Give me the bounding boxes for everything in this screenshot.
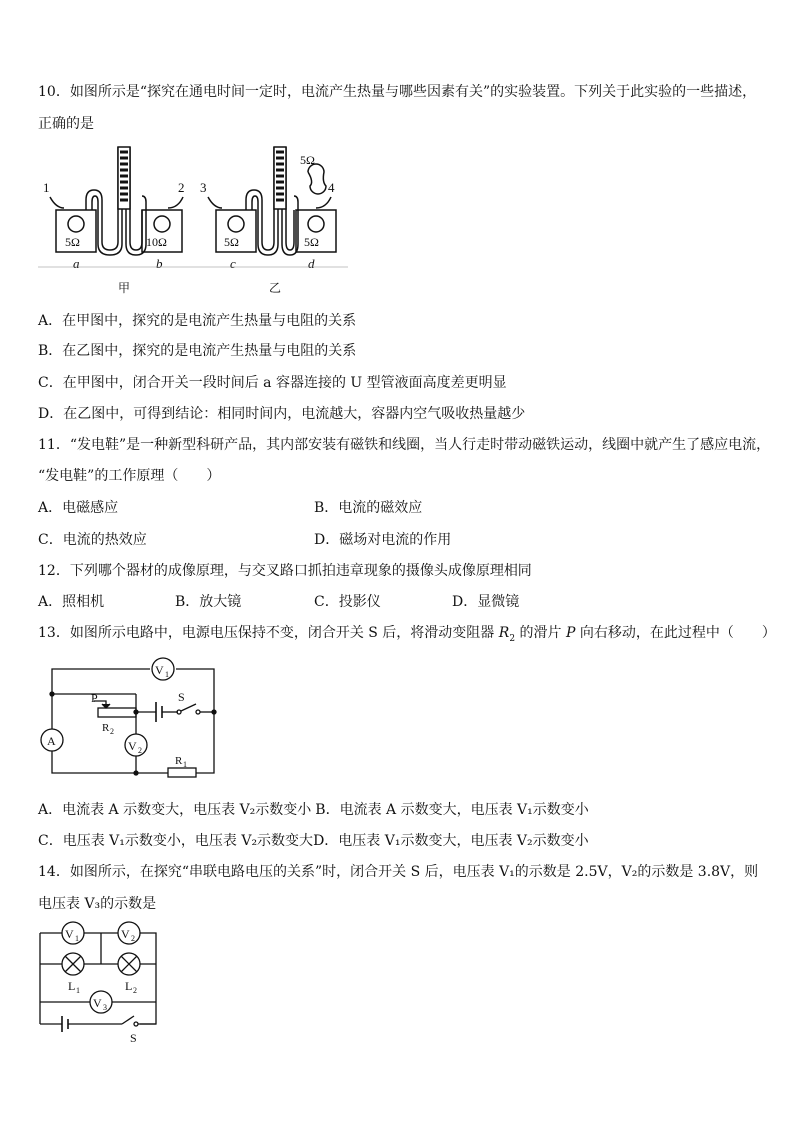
- svg-text:R: R: [175, 755, 183, 767]
- q10-option-d: D．在乙图中，可得到结论：相同时间内，电流越大，容器内空气吸收热量越少: [38, 406, 526, 422]
- svg-text:1: 1: [75, 934, 79, 943]
- container-c-label: c: [230, 256, 236, 271]
- terminal-3-label: 3: [200, 180, 207, 195]
- terminal-4-label: 4: [328, 180, 335, 195]
- q10-option-a: A．在甲图中，探究的是电流产生热量与电阻的关系: [38, 313, 357, 329]
- q12-option-a: A．照相机: [38, 594, 105, 610]
- rheostat-r2: [98, 708, 136, 717]
- svg-text:1: 1: [165, 670, 169, 679]
- svg-text:A: A: [47, 734, 56, 748]
- q13-options-row2: [38, 832, 589, 850]
- svg-text:L: L: [125, 979, 133, 993]
- svg-text:2: 2: [133, 986, 137, 995]
- resistor-d-label: 5Ω: [304, 235, 319, 249]
- caption-yi: 乙: [269, 281, 282, 295]
- container-a-label: a: [73, 256, 80, 271]
- q13-option-c: C．电压表 V₁示数变小，电压表 V₂示数变大: [38, 833, 314, 849]
- svg-text:V: V: [155, 663, 164, 677]
- resistor-r1: [168, 768, 196, 777]
- q11-option-b: B．电流的磁效应: [314, 500, 423, 516]
- svg-text:1: 1: [76, 986, 80, 995]
- slider-p-label: P: [91, 691, 98, 705]
- svg-text:2: 2: [138, 746, 142, 755]
- svg-text:V: V: [93, 996, 102, 1010]
- apparatus-jia: [43, 147, 185, 295]
- q13-stem: 13．如图所示电路中，电源电压保持不变，闭合开关 S 后，将滑动变阻器 $R_2$ 的滑片 P 向右移动，在此过程中（ ）: [38, 625, 776, 644]
- switch-s-label: S: [130, 1031, 137, 1045]
- q14-stem-line2: 电压表 V₃的示数是: [38, 896, 157, 912]
- terminal-1-label: 1: [43, 180, 50, 195]
- q10-option-c: C．在甲图中，闭合开关一段时间后 a 容器连接的 U 型管液面高度差更明显: [38, 375, 507, 391]
- svg-text:1: 1: [183, 760, 187, 769]
- svg-text:V: V: [121, 927, 130, 941]
- q10-option-b: B．在乙图中，探究的是电流产生热量与电阻的关系: [38, 343, 357, 359]
- container-b-label: b: [156, 256, 163, 271]
- q12-option-c: C．投影仪: [314, 594, 381, 610]
- q10-stem-line2: 正确的是: [38, 116, 94, 132]
- q14-circuit-figure: [38, 920, 163, 1045]
- q11-option-c: C．电流的热效应: [38, 532, 147, 548]
- q11-stem-line1: 11．“发电鞋”是一种新型科研产品，其内部安装有磁铁和线圈，当人行走时带动磁铁运动，线圈中就产生了感应电流，: [38, 437, 771, 453]
- container-d-label: d: [308, 256, 315, 271]
- q10-stem-line1: 10．如图所示是“探究在通电时间一定时，电流产生热量与哪些因素有关”的实验装置。下列关于此实验的一些描述，: [38, 84, 757, 100]
- q14-stem-line1: 14．如图所示，在探究“串联电路电压的关系”时，闭合开关 S 后，电压表 V₁的示数是 2.5V，V₂的示数是 3.8V，则: [38, 864, 759, 880]
- q13-option-a: A．电流表 A 示数变大，电压表 V₂示数变小: [38, 802, 312, 818]
- switch-s-label: S: [178, 690, 185, 704]
- svg-text:3: 3: [103, 1003, 107, 1012]
- q11-option-a: A．电磁感应: [38, 500, 119, 516]
- q11-stem-line2: “发电鞋”的工作原理（ ）: [38, 468, 221, 484]
- svg-text:R: R: [102, 722, 110, 734]
- q12-stem: 12．下列哪个器材的成像原理，与交叉路口抓拍违章现象的摄像头成像原理相同: [38, 563, 532, 579]
- q13-circuit-figure: [38, 656, 228, 781]
- svg-text:2: 2: [131, 934, 135, 943]
- caption-jia: 甲: [118, 281, 131, 295]
- svg-text:V: V: [65, 927, 74, 941]
- resistor-b-label: 10Ω: [146, 235, 167, 249]
- terminal-2-label: 2: [178, 180, 185, 195]
- resistor-c-label: 5Ω: [224, 235, 239, 249]
- svg-text:V: V: [128, 739, 137, 753]
- q13-option-d: D．电压表 V₁示数变大，电压表 V₂示数变小: [313, 833, 589, 849]
- apparatus-yi: [200, 147, 336, 295]
- q10-apparatus-figure: [38, 142, 368, 297]
- q13-option-b: B．电流表 A 示数变大，电压表 V₁示数变小: [315, 802, 589, 818]
- q13-options-row1: [38, 801, 589, 819]
- external-resistor-label: 5Ω: [300, 153, 315, 167]
- q12-option-d: D．显微镜: [452, 594, 520, 610]
- svg-text:L: L: [68, 979, 76, 993]
- q12-option-b: B．放大镜: [175, 594, 242, 610]
- svg-text:2: 2: [110, 727, 114, 736]
- q11-option-d: D．磁场对电流的作用: [314, 532, 452, 548]
- resistor-a-label: 5Ω: [65, 235, 80, 249]
